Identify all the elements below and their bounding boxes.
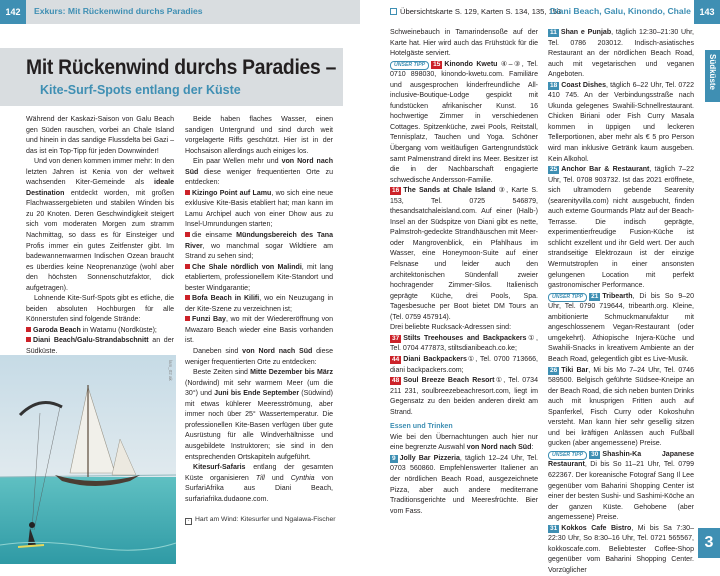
paragraph: Drei beliebte Rucksack-Adressen sind:: [390, 324, 512, 332]
running-title: Diani Beach, Galu, Kinondo, Chale: [550, 6, 691, 16]
tip-badge: UNSER TIPP: [548, 293, 587, 302]
paragraph: Beide haben flaches Wasser, einen sandigen Untergrund und sind durch weit vorgelagerte Riffs geschützt. Hier ist in der Hochsaison allerdings auch einiges los.: [185, 116, 333, 155]
paragraph: Und von denen kommen immer mehr: In den letzten Jahren ist Kenia von der weltweit wachsenden Kiter-Gemeinde als ideale Destination entdeckt worden, mit großen Flachwassergebieten und stabilen Winden bis zu 20 Knoten. Deren Geschwindigkeit steigert sich vom moderaten Morgen zum stramm Nachmittag, so dass es für Einsteiger und Profis immer ein gutes Zeitfenster gibt. Im badewannenwarmen Indischen Ozean braucht es überdies keine Neoprenanzüge (wohl aber den höchsten Sonnenschutzfaktor, dick aufgetragen).: [26, 158, 174, 292]
red-square-bullet: [26, 337, 31, 342]
bullet-item: Funzi Bay, wo mit der Wiedereröffnung von Mwazaro Beach wieder eine Basis vorhanden ist.: [185, 316, 334, 345]
bullet-item: Garoda Beach in Watamu (Nordküste);: [26, 326, 174, 337]
listing-entry: 16 The Sands at Chale Island ③, Karte S. 153, Tel. 0725 546879, thesandsatchaleisland.com. Auf einer (Halb-) Insel an der Südspitze von Diani gibt es nette, Palmstroh-gedeckte Strandhäuschen mit Meer- oder Mangrovenblick, ein Pfahlhaus im Wasser, eine Honeymoon-Suite auf einer Felsnase und leider auch den architektonischen Sündenfall zweier hochragender Zimmer-Silos. Italienisch geprägte Küche, drei Pools, Spa. Tagesbesuche per Boot bietet DM Tours an (Tel. 0759 457914).: [390, 187, 538, 321]
right-page-header: [360, 0, 720, 24]
listing-entry: 11 Shan e Punjab, täglich 12:30–21:30 Uhr, Tel. 0786 203012. Indisch-asiatisches Restaurant an der nördlichen Beach Road, auch mit vegetarischen und veganen Angeboten.: [548, 29, 694, 79]
listing-entry: 37 Stilts Treehouses and Backpackers①, Tel. 0704 477873, stiltsdianibeach.co.ke;: [390, 334, 538, 353]
left-page: [0, 0, 360, 564]
listing-entry: UNSER TIPP 21 Tribearth, Di bis So 9–20 Uhr, Tel. 0790 719644, tribearth.org. Kleine, ambitionierte Schmuckmanufaktur mit angeschlossenem Vegan-Restaurant (oder umgekehrt). Äthiopische Injera-Küche und Swahili-Snacks in kreativem Ambiente an der Beach Road, gelegentlich gibt es Live-Musik.: [548, 292, 694, 363]
section-heading: Essen und Trinken: [390, 423, 453, 431]
paragraph: Während der Kaskazi-Saison von Galu Beach gen Süden rauschen, vorbei an Chale Island und hinein in das sandige Flussdelta bei Gazi – das ist ein Top-Tipp für jeden Downwinder!: [26, 116, 174, 155]
paragraph: Ein paar Wellen mehr und von Nord nach Süd diese weniger frequentierten Orte zu entdecken:: [185, 158, 333, 187]
page-number: 142: [0, 0, 26, 24]
article-subtitle: Kite-Surf-Spots entlang der Küste: [40, 83, 241, 97]
paragraph: Daneben sind von Nord nach Süd diese weniger frequentierten Orte zu entdecken:: [185, 348, 333, 366]
map-number-badge: 15: [433, 60, 441, 68]
tip-badge: UNSER TIPP: [390, 61, 429, 70]
left-page-header: [0, 0, 360, 24]
camera-icon: ◦: [185, 518, 192, 525]
red-square-bullet: [26, 327, 31, 332]
map-number-badge: 16: [392, 187, 400, 195]
article-title-bar: [0, 48, 343, 106]
paragraph: Kitesurf-Safaris entlang der gesamten Küste organisieren Till und Cynthia von SurfariAfrika aus Diani Beach, surfariafrika.dudaone.com.: [185, 464, 333, 503]
listing-entry: 31 Kokkos Cafe Bistro, Mi bis Sa 7:30–22:30 Uhr, So 8:30–16 Uhr, Tel. 0721 565567, kokkoscafe.com. Beliebtester Coffee-Shop gegenüber vom Baharini Shopping Center. Vorzüglicher: [548, 524, 694, 574]
listing-entry: UNSER TIPP 30 Shashin-Ka Japanese Restaurant, Di bis So 11–21 Uhr, Tel. 0799 622367. Der koreanische Fotograf Sang Il Lee gegenüber vom Baharini Shopping Center ist einer der besten Sushi- und Sashimi-Köche an der ganzen Küste. Gehobene (aber angemessene) Preise.: [548, 450, 694, 522]
bullet-item: die einsame Mündungsbereich des Tana River, wo manchmal sogar Wildtiere am Strand zu sehen sind;: [185, 232, 333, 261]
chapter-number-tab: 3: [698, 528, 720, 558]
chapter-side-tab: Südküste: [705, 50, 720, 102]
map-icon: [390, 8, 397, 15]
kitesurf-photo: [0, 355, 176, 564]
listing-column-1: [390, 28, 538, 517]
listing-entry: 9 Jolly Bar Pizzeria, täglich 12–24 Uhr, Tel. 0703 560860. Empfehlenswerter Italiener an der nördlichen Beach Road, ausgezeichnete Pizza, aber auch andere mediterrane Traditionsgerichte und Meeresfrüchte. Bier vom Fass.: [390, 454, 538, 515]
bullet-item: Che Shale nördlich von Malindi, mit lang etabliertem, professionellem Kite-Standort und bester Windgarantie;: [185, 263, 333, 292]
page-number: 143: [694, 0, 720, 24]
paragraph: Wie bei den Übernachtungen auch hier nur eine begrenzte Auswahl von Nord nach Süd:: [390, 433, 538, 452]
bullet-item: Bofa Beach in Kilifi, wo ein Neuzugang in der Kite-Szene zu verzeichnen ist;: [185, 295, 333, 313]
paragraph: Lohnende Kite-Surf-Spots gibt es etliche, die beiden absoluten Hochburgen für alle Könnerstufen sind folgende Strände:: [26, 295, 174, 324]
running-title: Exkurs: Mit Rückenwind durchs Paradies: [34, 6, 203, 16]
listing-entry: UNSER TIPP 15 Kinondo Kwetu ④–③, Tel. 0710 898030, kinondo-kwetu.com. Familiäre und ausgesprochen kinderfreundliche All-inclusive-Boutique-Lodge gespickt mit fundstücken afrikanischer Kunst. 16 hochwertige Zimmer in verschiedenen Cottages. Spitzenküche, zwei Pools, Reitstall, Tennisplatz, Tauchen und Yoga. Schöner Übergang vom weitläufigen Gartengrundstück samt Palmenstrand direkt ins Meer. Besitzer ist die in der Nachbarschaft engagierte schwedische Andersson-Familie.: [390, 60, 538, 184]
article-column-1: [26, 115, 174, 358]
listing-entry: 44 Diani Backpackers①, Tel. 0700 713666, diani backpackers.com;: [390, 355, 538, 374]
bullet-item: Diani Beach/Galu-Strandabschnitt an der Südküste.: [26, 337, 174, 356]
paragraph: Schweinebauch in Tamarindensoße auf der Karte hat. Hier wird auch das Frühstück für die Hotelgäste serviert.: [390, 29, 538, 58]
photo-credit: lam_02 ak: [168, 360, 173, 381]
article-column-2: [185, 115, 333, 505]
listing-entry: 25 Anchor Bar & Restaurant, täglich 7–22 Uhr, Tel. 0708 903732. Ist das 2021 eröffnete, sich ultramodern gebende Searenity (searenityvilla.com) nicht ausgebucht, finden auch externe Gourmands Platz auf der Beach-Terrasse. Die indisch geprägte, experimentierfreudige Fusion-Küche ist schlicht exzellent und ihr Geld wert. Der auch strandseitige Elektrozaun ist der einzige Wermutstropfen in einer ansonsten gelungenen Location mit perfekt gastronomischer Performance.: [548, 166, 694, 290]
bullet-item: Kizingo Point auf Lamu, wo sich eine neue exklusive Kite-Basis etabliert hat; man kann im Lamu Archipel auch von einer Dhow aus zu Insel-Umrundungen starten;: [185, 189, 333, 229]
listing-entry: 26 Tiki Bar, Mi bis Mo 7–24 Uhr, Tel. 0746 589500. Belgisch geführte Südsee-Kneipe an der Beach Road, die sich neben bunten Drinks auch mit knusprigen Fritten auch auf Spanferkel, Fisch Curry oder Kokoshuhn versteht. Man kann hier sehr gesellig sitzen und bei kräftigen Anlässen auch Fußball gucken (aber angemessene) Preise.: [548, 366, 694, 448]
listing-entry: 18 Coast Dishes, täglich 6–22 Uhr, Tel. 0722 410 745. An der Verbindungsstraße nach Ukunda gelegenes Swahili-Schnellrestaurant. Chicken Biriani oder Fish Curry Masala kommen in üppigen und leckeren Tellerportionen, aber mehr als € 5 pro Person wird man inklusive Getränk kaum ausgeben. Kein Alkohol.: [548, 81, 694, 163]
paragraph: Beste Zeiten sind Mitte Dezember bis März (Nordwind) mit sehr warmem Meer (um die 30°) und Juni bis Ende September (Südwind) mit etwas kühlerer Meeresströmung, aber immer noch über 25° Wassertemperatur. Die professionellen Kite-Basen verfügen über gute Ausrüstung für alle Windverhältnisse und ausgebildete Instruktoren; sie sind in den entsprechenden Ortskapiteln aufgeführt.: [185, 369, 334, 461]
article-title: Mit Rückenwind durchs Paradies –: [26, 56, 337, 79]
photo-caption: ◦ Hart am Wind: Kitesurfer und Ngalawa-Fischer: [185, 516, 336, 525]
map-references: Übersichtskarte S. 129, Karten S. 134, 135, 153: [390, 7, 561, 16]
listing-entry: 48 Soul Breeze Beach Resort①, Tel. 0734 211 231, soulbreezebeachresort.com, liegt im Gegensatz zu den beiden anderen direkt am Strand.: [390, 377, 538, 416]
tip-badge: UNSER TIPP: [548, 451, 587, 460]
listing-column-2: [548, 28, 694, 576]
right-page: [360, 0, 720, 574]
